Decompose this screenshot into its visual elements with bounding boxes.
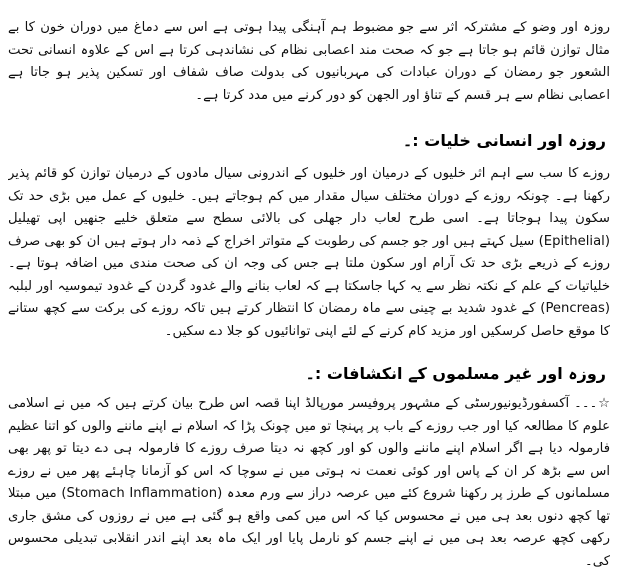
section-body-non-muslims: ☆۔۔۔ آکسفورڈیونیورسٹی کے مشہور پروفیسر مورپالڈ اپنا قصہ اس طرح بیان کرتے ہیں کہ میں نے اسلامی علوم کا مطالعہ کیا اور جب روزے کے باب پر پہنچا تو میں چونک پڑا کہ اسلام نے اپنے ماننے والوں کو اتنا عظیم فارمولہ دیا ہے اگر اسلام اپنے ماننے والوں کو اور کچھ نہ دیتا صرف روزے کا فارمولہ ہی دے دیتا تو پھر بھی اس سے بڑھ کر ان کے پاس اور کوئی نعمت نہ ہوتی میں نے سوچا کہ اس کو آزمانا چاہئے پھر میں نے روزے مسلمانوں کے طرز پر رکھنا شروع کئے میں عرصہ دراز سے ورم معدہ (Stomach Inflammation) میں مبتلا تھا کچھ دنوں بعد ہی میں نے محسوس کیا کہ اس میں کمی واقع ہو گئی ہے میں نے روزوں کی مشق جاری رکھی کچھ عرصہ بعد ہی میں نے اپنے جسم کو نارمل پایا اور ایک ماہ بعد اپنے اندر انقلابی تبدیلی محسوس کی۔ bbox=[8, 396, 610, 569]
intro-paragraph: روزہ اور وضو کے مشترکہ اثر سے جو مضبوط ہم آہنگی پیدا ہوتی ہے اس سے دماغ میں دوران خون کا بے مثال توازن قائم ہو جاتا ہے جو کہ صحت مند اعصابی نظام کی نشاندہی کرتا ہے اس کے علاوہ انسانی تحت الشعور جو رمضان کے دوران عبادات کی مہربانیوں کی بدولت صاف شفاف اور تسکین پذیر ہو جاتا ہے اعصابی نظام سے ہر قسم کے تناؤ اور الجھن کو دور کرنے میں مدد کرتا ہے۔ bbox=[8, 20, 610, 103]
section-heading-cells: روزہ اور انسانی خلیات :۔ bbox=[402, 131, 606, 151]
section-heading-non-muslims: روزہ اور غیر مسلموں کے انکشافات :۔ bbox=[305, 364, 606, 384]
section-body-cells: روزے کا سب سے اہم اثر خلیوں کے درمیان اور خلیوں کے اندرونی سیال مادوں کے درمیان توازن کو قائم پذیر رکھنا ہے۔ چونکہ روزے کے دوران مختلف سیال مقدار میں کم ہوجاتے ہیں۔ خلیوں کے عمل میں بڑی حد تک سکون پیدا ہوجاتا ہے۔ اسی طرح لعاب دار جھلی کی بالائی سطح سے متعلق خلیے جنھیں اپی تھیلیل (Epithelial) سیل کہتے ہیں اور جو جسم کی رطوبت کے متواتر اخراج کے ذمہ دار ہوتے ہیں ان کو بھی صرف روزے کے ذریعے بڑی حد تک آرام اور سکون ملتا ہے جس کی وجہ ان کی صحت مندی میں اضافہ ہوتا ہے۔ خلیاتیات کے علم کے نکتہ نظر سے یہ کہا جاسکتا ہے کہ لعاب بنانے والے غدود گردن کے غدود تیموسیہ اور لبلبہ (Pencreas) کے غدود شدید بے چینی سے ماہ رمضان کا انتظار کرتے ہیں تاکہ روزے کی برکت سے کچھ ستانے کا موقع حاصل کرسکیں اور مزید کام کرنے کے لئے اپنی توانائیوں کو جلا دے سکیں۔ bbox=[8, 166, 610, 339]
